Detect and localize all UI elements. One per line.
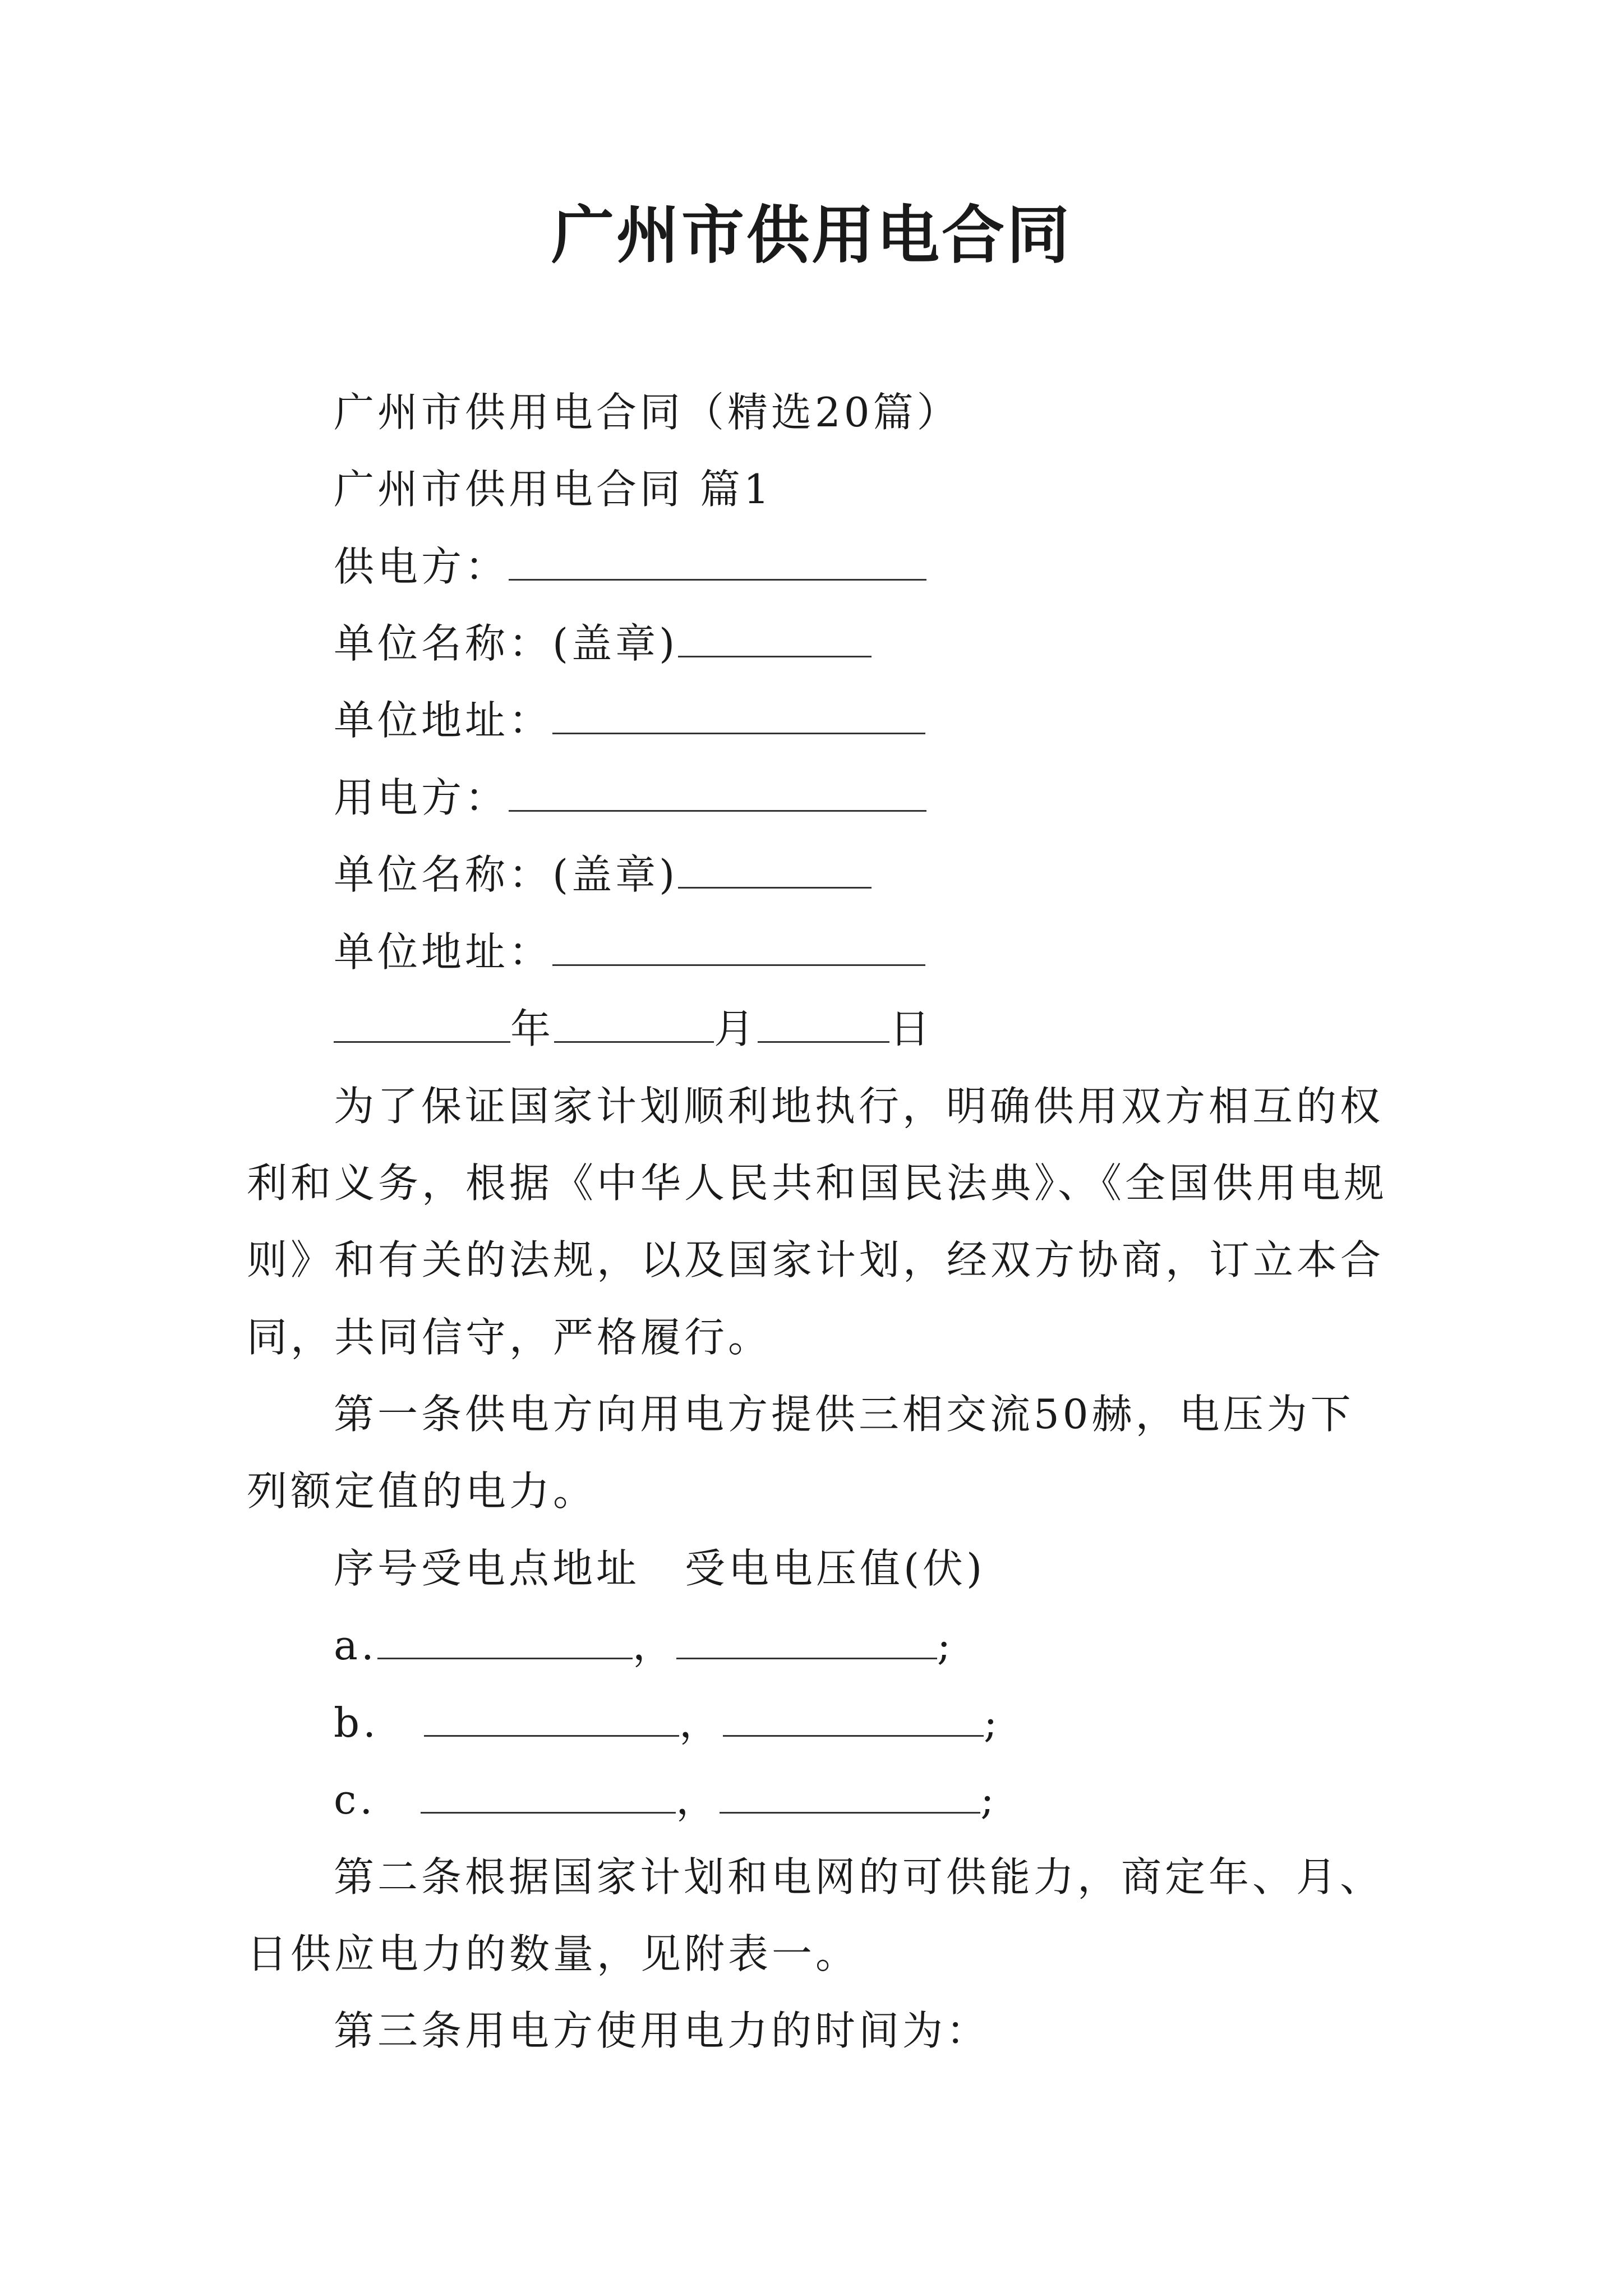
section-heading: 广州市供用电合同 篇1	[334, 466, 773, 513]
supplier-blank	[509, 544, 926, 581]
consumer-address-line	[334, 924, 925, 980]
preamble-line: 为了保证国家计划顺利地执行，明确供用双方相互的权	[334, 1083, 1384, 1130]
consumer-line	[334, 770, 926, 826]
consumer-name-label: 单位名称：(盖章)	[334, 851, 679, 898]
table-header-col1: 序号受电点地址	[334, 1545, 640, 1592]
row-end: ;	[984, 1699, 1001, 1746]
address-blank	[421, 1777, 676, 1814]
day-blank	[758, 1006, 889, 1043]
month-blank	[554, 1006, 714, 1043]
table-row	[334, 1772, 998, 1828]
supplier-line	[334, 539, 926, 595]
row-comma: ，	[676, 1776, 720, 1823]
day-label: 日	[889, 1005, 934, 1052]
voltage-blank	[676, 1623, 937, 1659]
consumer-name-blank	[678, 852, 872, 889]
article1-line: 第一条供电方向用电方提供三相交流50赫，电压为下	[334, 1391, 1354, 1438]
address-blank	[377, 1623, 633, 1659]
consumer-address-label: 单位地址：	[334, 928, 553, 976]
voltage-blank	[723, 1700, 984, 1737]
supplier-label: 供电方：	[334, 543, 509, 590]
consumer-label: 用电方：	[334, 774, 509, 821]
table-row	[334, 1617, 954, 1673]
row-comma: ，	[679, 1699, 723, 1746]
supplier-name-label: 单位名称：(盖章)	[334, 620, 679, 667]
address-blank	[424, 1700, 679, 1737]
consumer-name-line	[334, 846, 872, 903]
document-title: 广州市供用电合同	[551, 199, 1072, 272]
supplier-address-line	[334, 692, 925, 748]
table-header	[334, 1540, 985, 1596]
preamble-line: 利和义务，根据《中华人民共和国民法典》、《全国供用电规	[247, 1159, 1388, 1207]
month-label: 月	[714, 1005, 758, 1052]
row-end: ;	[937, 1622, 955, 1669]
supplier-address-blank	[552, 698, 925, 734]
row-label: a.	[334, 1622, 377, 1669]
consumer-blank	[509, 775, 926, 812]
table-header-col2: 受电电压值(伏)	[685, 1545, 986, 1592]
year-blank	[334, 1006, 510, 1043]
preamble-line: 则》和有关的法规，以及国家计划，经双方协商，订立本合	[247, 1236, 1385, 1283]
row-label: b.	[334, 1699, 379, 1746]
article1-line: 列额定值的电力。	[247, 1467, 597, 1515]
preamble-line: 同，共同信守，严格履行。	[247, 1314, 772, 1361]
table-row	[334, 1695, 1000, 1751]
row-comma: ，	[632, 1622, 676, 1669]
row-end: ;	[980, 1776, 998, 1823]
year-label: 年	[510, 1005, 555, 1052]
voltage-blank	[720, 1777, 980, 1814]
supplier-name-blank	[678, 621, 872, 657]
supplier-address-label: 单位地址：	[334, 697, 553, 744]
consumer-address-blank	[552, 930, 925, 966]
article3-line: 第三条用电方使用电力的时间为：	[334, 2007, 990, 2054]
article2-line: 第二条根据国家计划和电网的可供能力，商定年、月、	[334, 1853, 1384, 1901]
document-subtitle: 广州市供用电合同（精选20篇）	[334, 389, 961, 436]
article2-line: 日供应电力的数量，见附表一。	[247, 1930, 860, 1977]
supplier-name-line	[334, 615, 872, 671]
row-label: c.	[334, 1776, 376, 1823]
date-line	[334, 1001, 933, 1057]
